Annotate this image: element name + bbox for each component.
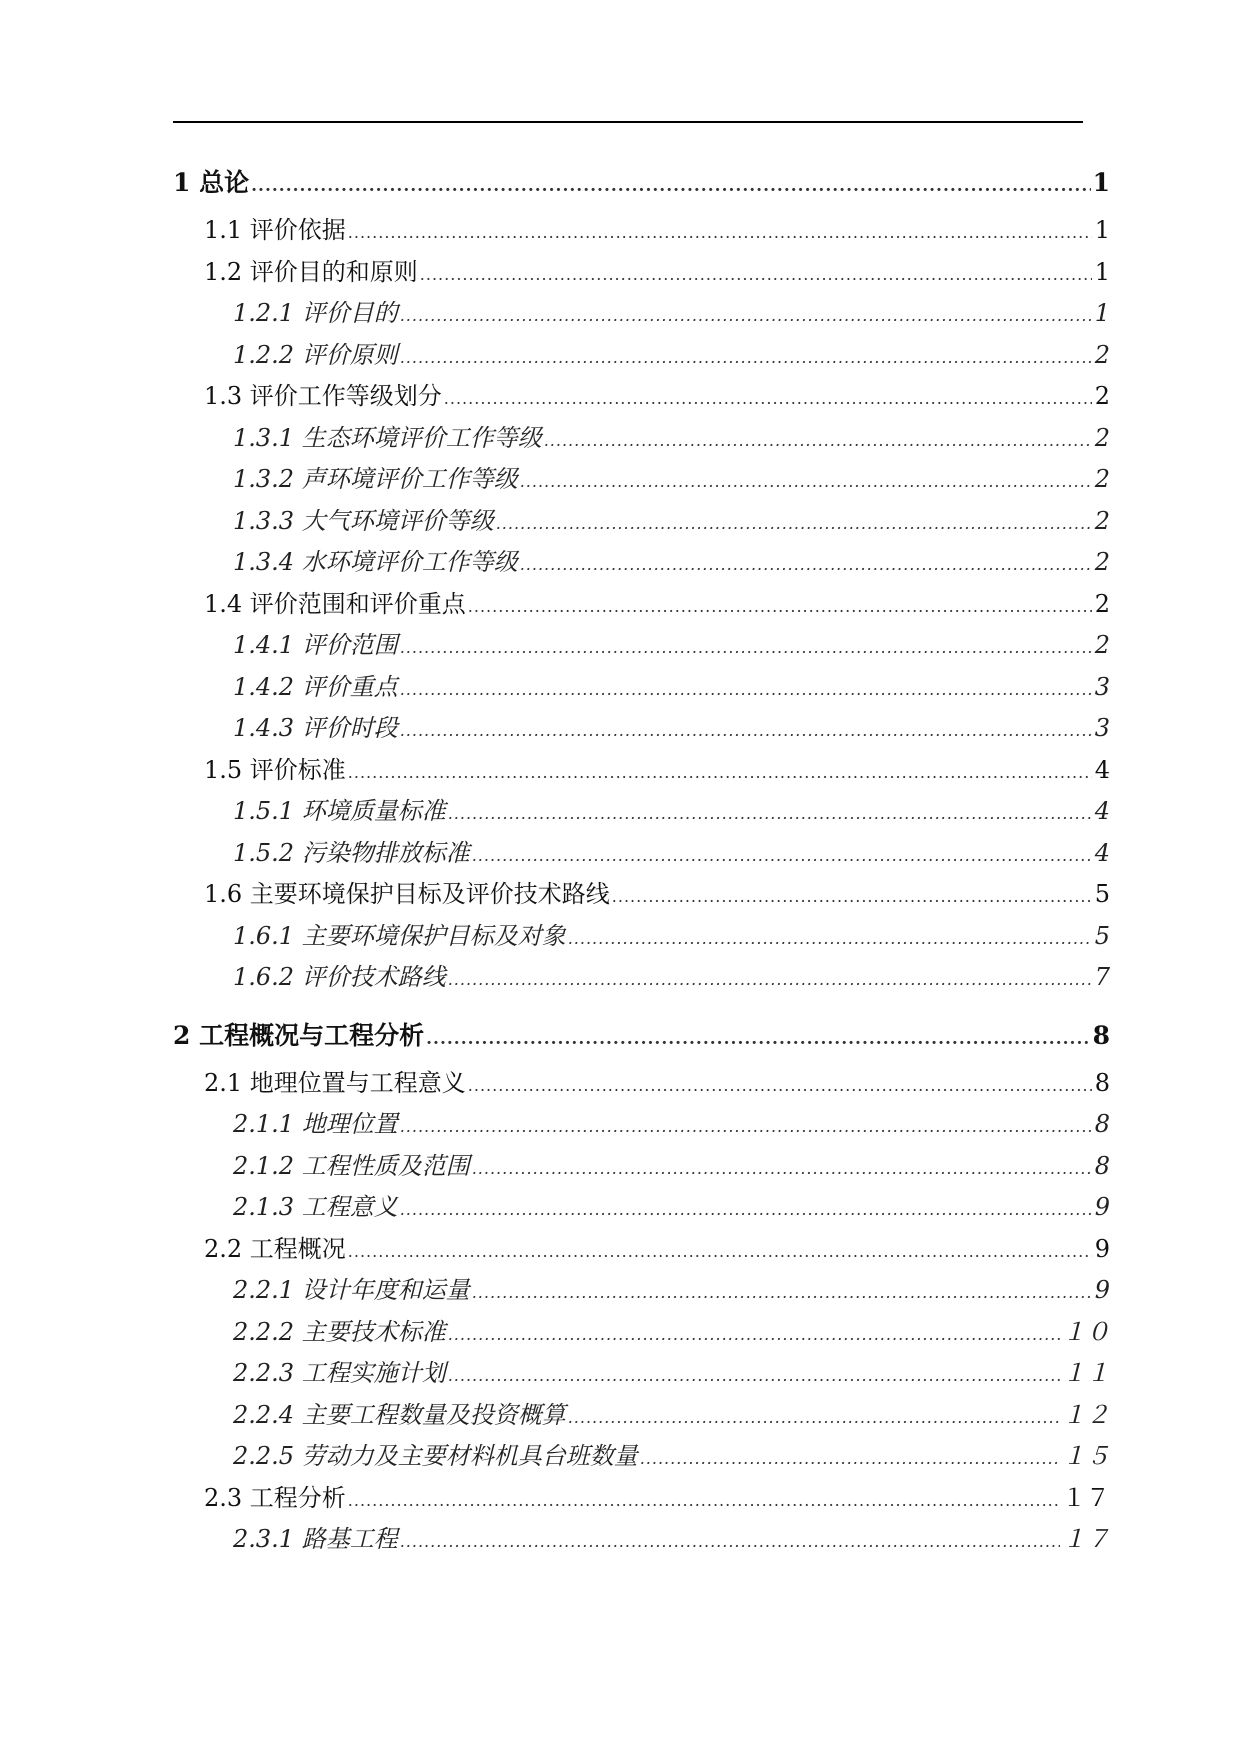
toc-entry-level-3[interactable] [173,957,1110,999]
header-rule [173,121,1083,123]
dot-leader [426,1016,1090,1062]
toc-entry-level-3[interactable] [173,625,1110,667]
toc-entry-level-3[interactable] [173,418,1110,460]
toc-entry-page-number: 2 [1094,340,1110,369]
toc-entry-page-number: 5 [1094,921,1110,950]
toc-entry-level-2[interactable] [173,1478,1110,1520]
dot-leader [400,1521,1060,1563]
toc-entry-page-number: 3 [1094,672,1110,701]
toc-entry-title: 1.4.3 评价时段 [233,714,398,742]
dot-leader [520,461,1092,503]
toc-entry-page-number: 9 [1094,1234,1110,1263]
toc-entry-title: 1.3.2 声环境评价工作等级 [233,465,518,493]
toc-entry-page-number: 2 [1094,631,1110,659]
toc-entry-page-number: １１ [1062,1359,1110,1387]
dot-leader [568,918,1092,960]
dot-leader [640,1438,1060,1480]
toc-entry-page-number: 7 [1094,963,1110,991]
toc-entry-title: 2.1.2 工程性质及范围 [233,1151,470,1180]
toc-entry-level-3[interactable] [173,459,1110,501]
toc-entry-level-3[interactable] [173,1519,1110,1561]
toc-entry-page-number: 2 [1094,589,1110,618]
toc-entry-title: 2.1.1 地理位置 [233,1110,398,1138]
dot-leader [544,420,1092,462]
toc-entry-title: 1.1 评价依据 [204,216,346,244]
toc-entry-title: 1.3.3 大气环境评价等级 [233,506,494,535]
toc-entry-page-number: 8 [1092,1020,1110,1050]
toc-entry-level-3[interactable] [173,1395,1110,1437]
toc-entry-title: 1.4.2 评价重点 [233,672,398,701]
dot-leader [400,627,1092,669]
toc-entry-level-3[interactable] [173,293,1110,335]
toc-entry-level-1[interactable] [173,1013,1110,1059]
toc-entry-title: 2.1 地理位置与工程意义 [204,1068,466,1097]
toc-entry-level-3[interactable] [173,1270,1110,1312]
toc-entry-level-3[interactable] [173,791,1110,833]
toc-entry-page-number: 5 [1094,880,1110,908]
toc-entry-title: 1.2 评价目的和原则 [204,257,418,286]
toc-entry-page-number: 2 [1094,423,1110,452]
toc-entry-title: 2.2.2 主要技术标准 [233,1317,446,1346]
toc-entry-title: 1.2.1 评价目的 [233,299,398,327]
toc-entry-page-number: 8 [1094,1110,1110,1138]
toc-entry-title: 2.2.1 设计年度和运量 [233,1276,470,1304]
toc-entry-level-3[interactable] [173,501,1110,543]
dot-leader [400,337,1092,379]
toc-entry-title: 1.2.2 评价原则 [233,340,398,369]
toc-entry-page-number: １７ [1062,1483,1110,1512]
toc-entry-title: 2.2 工程概况 [204,1234,346,1263]
toc-entry-title: 2.2.4 主要工程数量及投资概算 [233,1400,566,1429]
toc-entry-page-number: １０ [1062,1317,1110,1346]
toc-entry-title: 1.4 评价范围和评价重点 [204,589,466,618]
dot-leader [420,254,1092,296]
toc-entry-page-number: １７ [1062,1525,1110,1553]
toc-entry-page-number: 1 [1092,168,1110,197]
dot-leader [612,876,1092,918]
dot-leader [348,1480,1060,1522]
dot-leader [468,1065,1092,1107]
toc-entry-title: 1 总论 [173,168,250,197]
toc-entry-level-3[interactable] [173,542,1110,584]
dot-leader [448,959,1092,1001]
toc-entry-title: 1.3.4 水环境评价工作等级 [233,548,518,576]
toc-entry-level-2[interactable] [173,252,1110,294]
toc-entry-level-2[interactable] [173,1229,1110,1271]
toc-entry-level-3[interactable] [173,335,1110,377]
toc-entry-level-3[interactable] [173,916,1110,958]
toc-entry-page-number: 4 [1094,838,1110,867]
dot-leader [496,503,1092,545]
toc-entry-level-3[interactable] [173,667,1110,709]
toc-entry-level-2[interactable] [173,584,1110,626]
dot-leader [520,544,1092,586]
toc-entry-page-number: 2 [1094,382,1110,410]
dot-leader [400,710,1092,752]
toc-entry-title: 1.4.1 评价范围 [233,631,398,659]
toc-entry-title: 2.3 工程分析 [204,1483,346,1512]
toc-entry-level-3[interactable] [173,833,1110,875]
dot-leader [472,1148,1092,1190]
toc-entry-page-number: 8 [1094,1151,1110,1180]
toc-entry-level-2[interactable] [173,874,1110,916]
toc-entry-title: 2.3.1 路基工程 [233,1525,398,1553]
toc-entry-page-number: 4 [1094,755,1110,784]
toc-entry-page-number: 3 [1094,714,1110,742]
toc-entry-page-number: 9 [1094,1276,1110,1304]
dot-leader [468,586,1092,628]
toc-entry-title: 1.5.1 环境质量标准 [233,797,446,825]
dot-leader [472,1272,1092,1314]
toc-entry-page-number: 2 [1094,548,1110,576]
toc-entry-level-1[interactable] [173,160,1110,206]
toc-entry-level-2[interactable] [173,376,1110,418]
toc-entry-level-3[interactable] [173,1353,1110,1395]
toc-entry-page-number: １５ [1062,1442,1110,1470]
dot-leader [400,1106,1092,1148]
toc-entry-page-number: １２ [1062,1400,1110,1429]
dot-leader [348,1231,1092,1273]
dot-leader [251,163,1090,209]
toc-entry-title: 2.2.5 劳动力及主要材料机具台班数量 [233,1442,638,1470]
dot-leader [448,793,1092,835]
dot-leader [448,1355,1060,1397]
toc-entry-page-number: 4 [1094,797,1110,825]
toc-entry-level-3[interactable] [173,1312,1110,1354]
toc-entry-page-number: 1 [1094,257,1110,286]
dot-leader [348,752,1092,794]
toc-entry-title: 1.3 评价工作等级划分 [204,382,442,410]
toc-entry-level-3[interactable] [173,1146,1110,1188]
dot-leader [448,1314,1060,1356]
toc-entry-page-number: 2 [1094,465,1110,493]
dot-leader [348,212,1092,254]
toc-entry-title: 1.5 评价标准 [204,755,346,784]
toc-entry-page-number: 8 [1094,1068,1110,1097]
toc-entry-page-number: 2 [1094,506,1110,535]
toc-entry-level-3[interactable] [173,1436,1110,1478]
toc-entry-title: 1.6 主要环境保护目标及评价技术路线 [204,880,610,908]
toc-entry-level-2[interactable] [173,750,1110,792]
toc-entry-page-number: 1 [1094,216,1110,244]
toc-entry-title: 2 工程概况与工程分析 [173,1020,425,1050]
dot-leader [400,295,1092,337]
dot-leader [400,669,1092,711]
toc-entry-level-3[interactable] [173,708,1110,750]
toc-entry-title: 1.3.1 生态环境评价工作等级 [233,423,542,452]
toc-entry-title: 1.6.1 主要环境保护目标及对象 [233,921,566,950]
toc-entry-title: 1.5.2 污染物排放标准 [233,838,470,867]
toc-entry-level-3[interactable] [173,1104,1110,1146]
toc-entry-level-2[interactable] [173,1063,1110,1105]
toc-entry-title: 2.2.3 工程实施计划 [233,1359,446,1387]
dot-leader [444,378,1092,420]
toc-entry-level-3[interactable] [173,1187,1110,1229]
toc-entry-page-number: 9 [1094,1193,1110,1221]
dot-leader [400,1189,1092,1231]
table-of-contents [173,160,1110,1561]
toc-entry-level-2[interactable] [173,210,1110,252]
dot-leader [472,835,1092,877]
toc-entry-page-number: 1 [1094,299,1110,327]
dot-leader [568,1397,1060,1439]
toc-entry-title: 1.6.2 评价技术路线 [233,963,446,991]
toc-entry-title: 2.1.3 工程意义 [233,1193,398,1221]
